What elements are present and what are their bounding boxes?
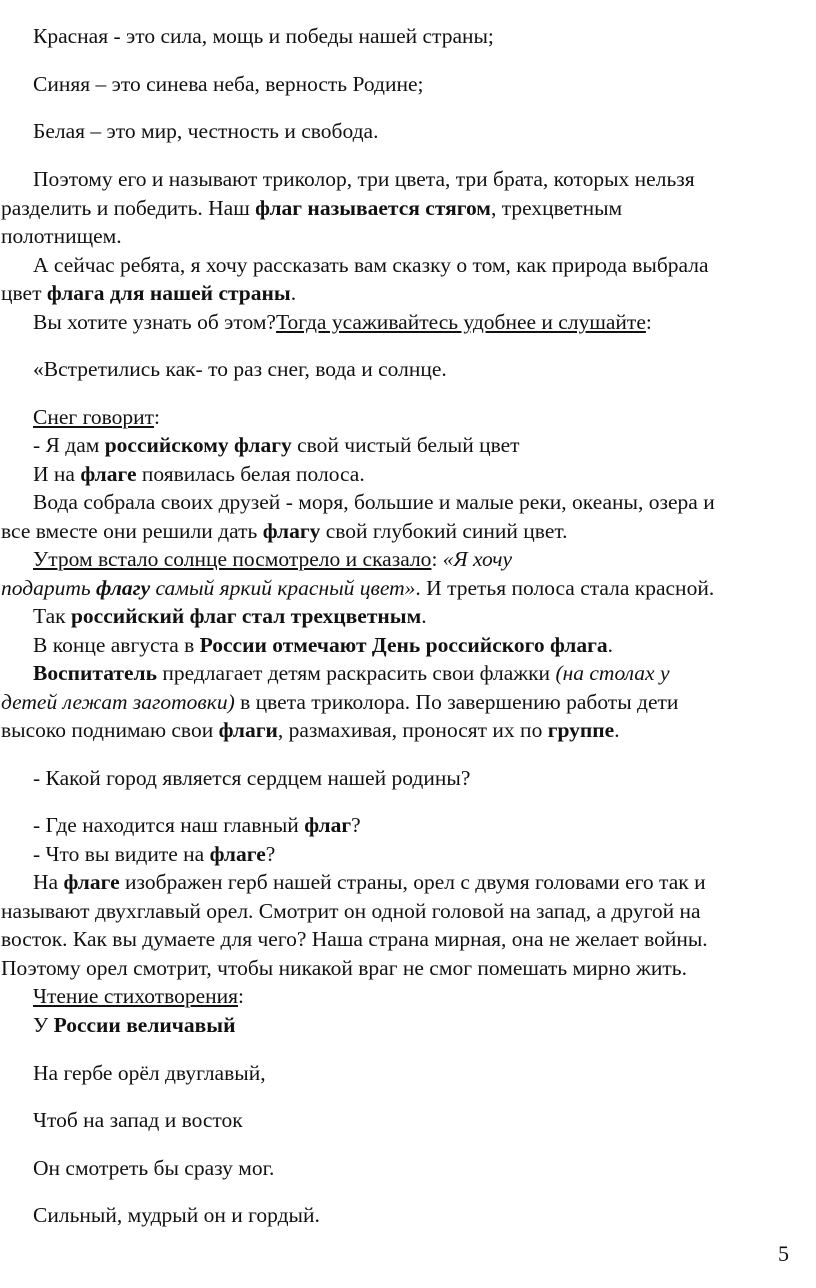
paragraph-line: А сейчас ребята, я хочу рассказать вам сказку о том, как природа выбрала <box>33 253 709 277</box>
paragraph-line: цвет флага для нашей страны. <box>1 281 297 305</box>
paragraph-line: И на флаге появилась белая полоса. <box>33 462 365 486</box>
paragraph-line: разделить и победить. Наш флаг называется стягом, трехцветным <box>1 196 623 220</box>
paragraph-line: восток. Как вы думаете для чего? Наша страна мирная, она не желает войны. <box>1 927 708 951</box>
paragraph-line: Так российский флаг стал трехцветным. <box>33 604 427 628</box>
paragraph-line: - Что вы видите на флаге? <box>33 842 276 866</box>
paragraph-line: Утром встало солнце посмотрело и сказало: «Я хочу <box>33 547 513 571</box>
paragraph-line: полотнищем. <box>1 224 122 248</box>
paragraph-line: Вода собрала своих друзей - моря, большие и малые реки, океаны, озера и <box>33 490 715 514</box>
paragraph-line: В конце августа в России отмечают День российского флага. <box>33 633 613 657</box>
paragraph-line: Вы хотите узнать об этом?Тогда усаживайтесь удобнее и слушайте: <box>33 310 652 334</box>
paragraph-line: Снег говорит: <box>33 405 161 429</box>
paragraph-line: Синяя – это синева неба, верность Родине; <box>33 72 424 96</box>
paragraph-line: подарить флагу самый яркий красный цвет». И третья полоса стала красной. <box>1 576 715 600</box>
paragraph-line: На флаге изображен герб нашей страны, орел с двумя головами его так и <box>33 870 706 894</box>
paragraph-line: все вместе они решили дать флагу свой глубокий синий цвет. <box>1 519 568 543</box>
poem-line: Он смотреть бы сразу мог. <box>33 1156 275 1180</box>
paragraph-line: У России величавый <box>33 1013 236 1037</box>
poem-line: Сильный, мудрый он и гордый. <box>33 1203 320 1227</box>
paragraph-line: высоко поднимаю свои флаги, размахивая, проносят их по группе. <box>1 718 620 742</box>
paragraph-line: Чтение стихотворения: <box>33 984 245 1008</box>
paragraph-line: называют двухглавый орел. Смотрит он одной головой на запад, а другой на <box>1 899 701 923</box>
paragraph-line: «Встретились как- то раз снег, вода и солнце. <box>33 357 447 381</box>
poem-line: Чтоб на запад и восток <box>33 1108 243 1132</box>
paragraph-line: Воспитатель предлагает детям раскрасить свои флажки (на столах у <box>33 661 670 685</box>
paragraph-line: - Какой город является сердцем нашей родины? <box>33 766 471 790</box>
paragraph-line: Поэтому орел смотрит, чтобы никакой враг не смог помешать мирно жить. <box>1 956 687 980</box>
poem-line: На гербе орёл двуглавый, <box>33 1061 266 1085</box>
paragraph-line: - Где находится наш главный флаг? <box>33 813 361 837</box>
paragraph-line: - Я дам российскому флагу свой чистый белый цвет <box>33 433 520 457</box>
page-number: 5 <box>778 1241 789 1266</box>
paragraph-line: Красная - это сила, мощь и победы нашей страны; <box>33 24 494 48</box>
paragraph-line: детей лежат заготовки) в цвета триколора. По завершению работы дети <box>1 690 679 714</box>
paragraph-line: Поэтому его и называют триколор, три цвета, три брата, которых нельзя <box>33 167 695 191</box>
paragraph-line: Белая – это мир, честность и свобода. <box>33 119 379 143</box>
